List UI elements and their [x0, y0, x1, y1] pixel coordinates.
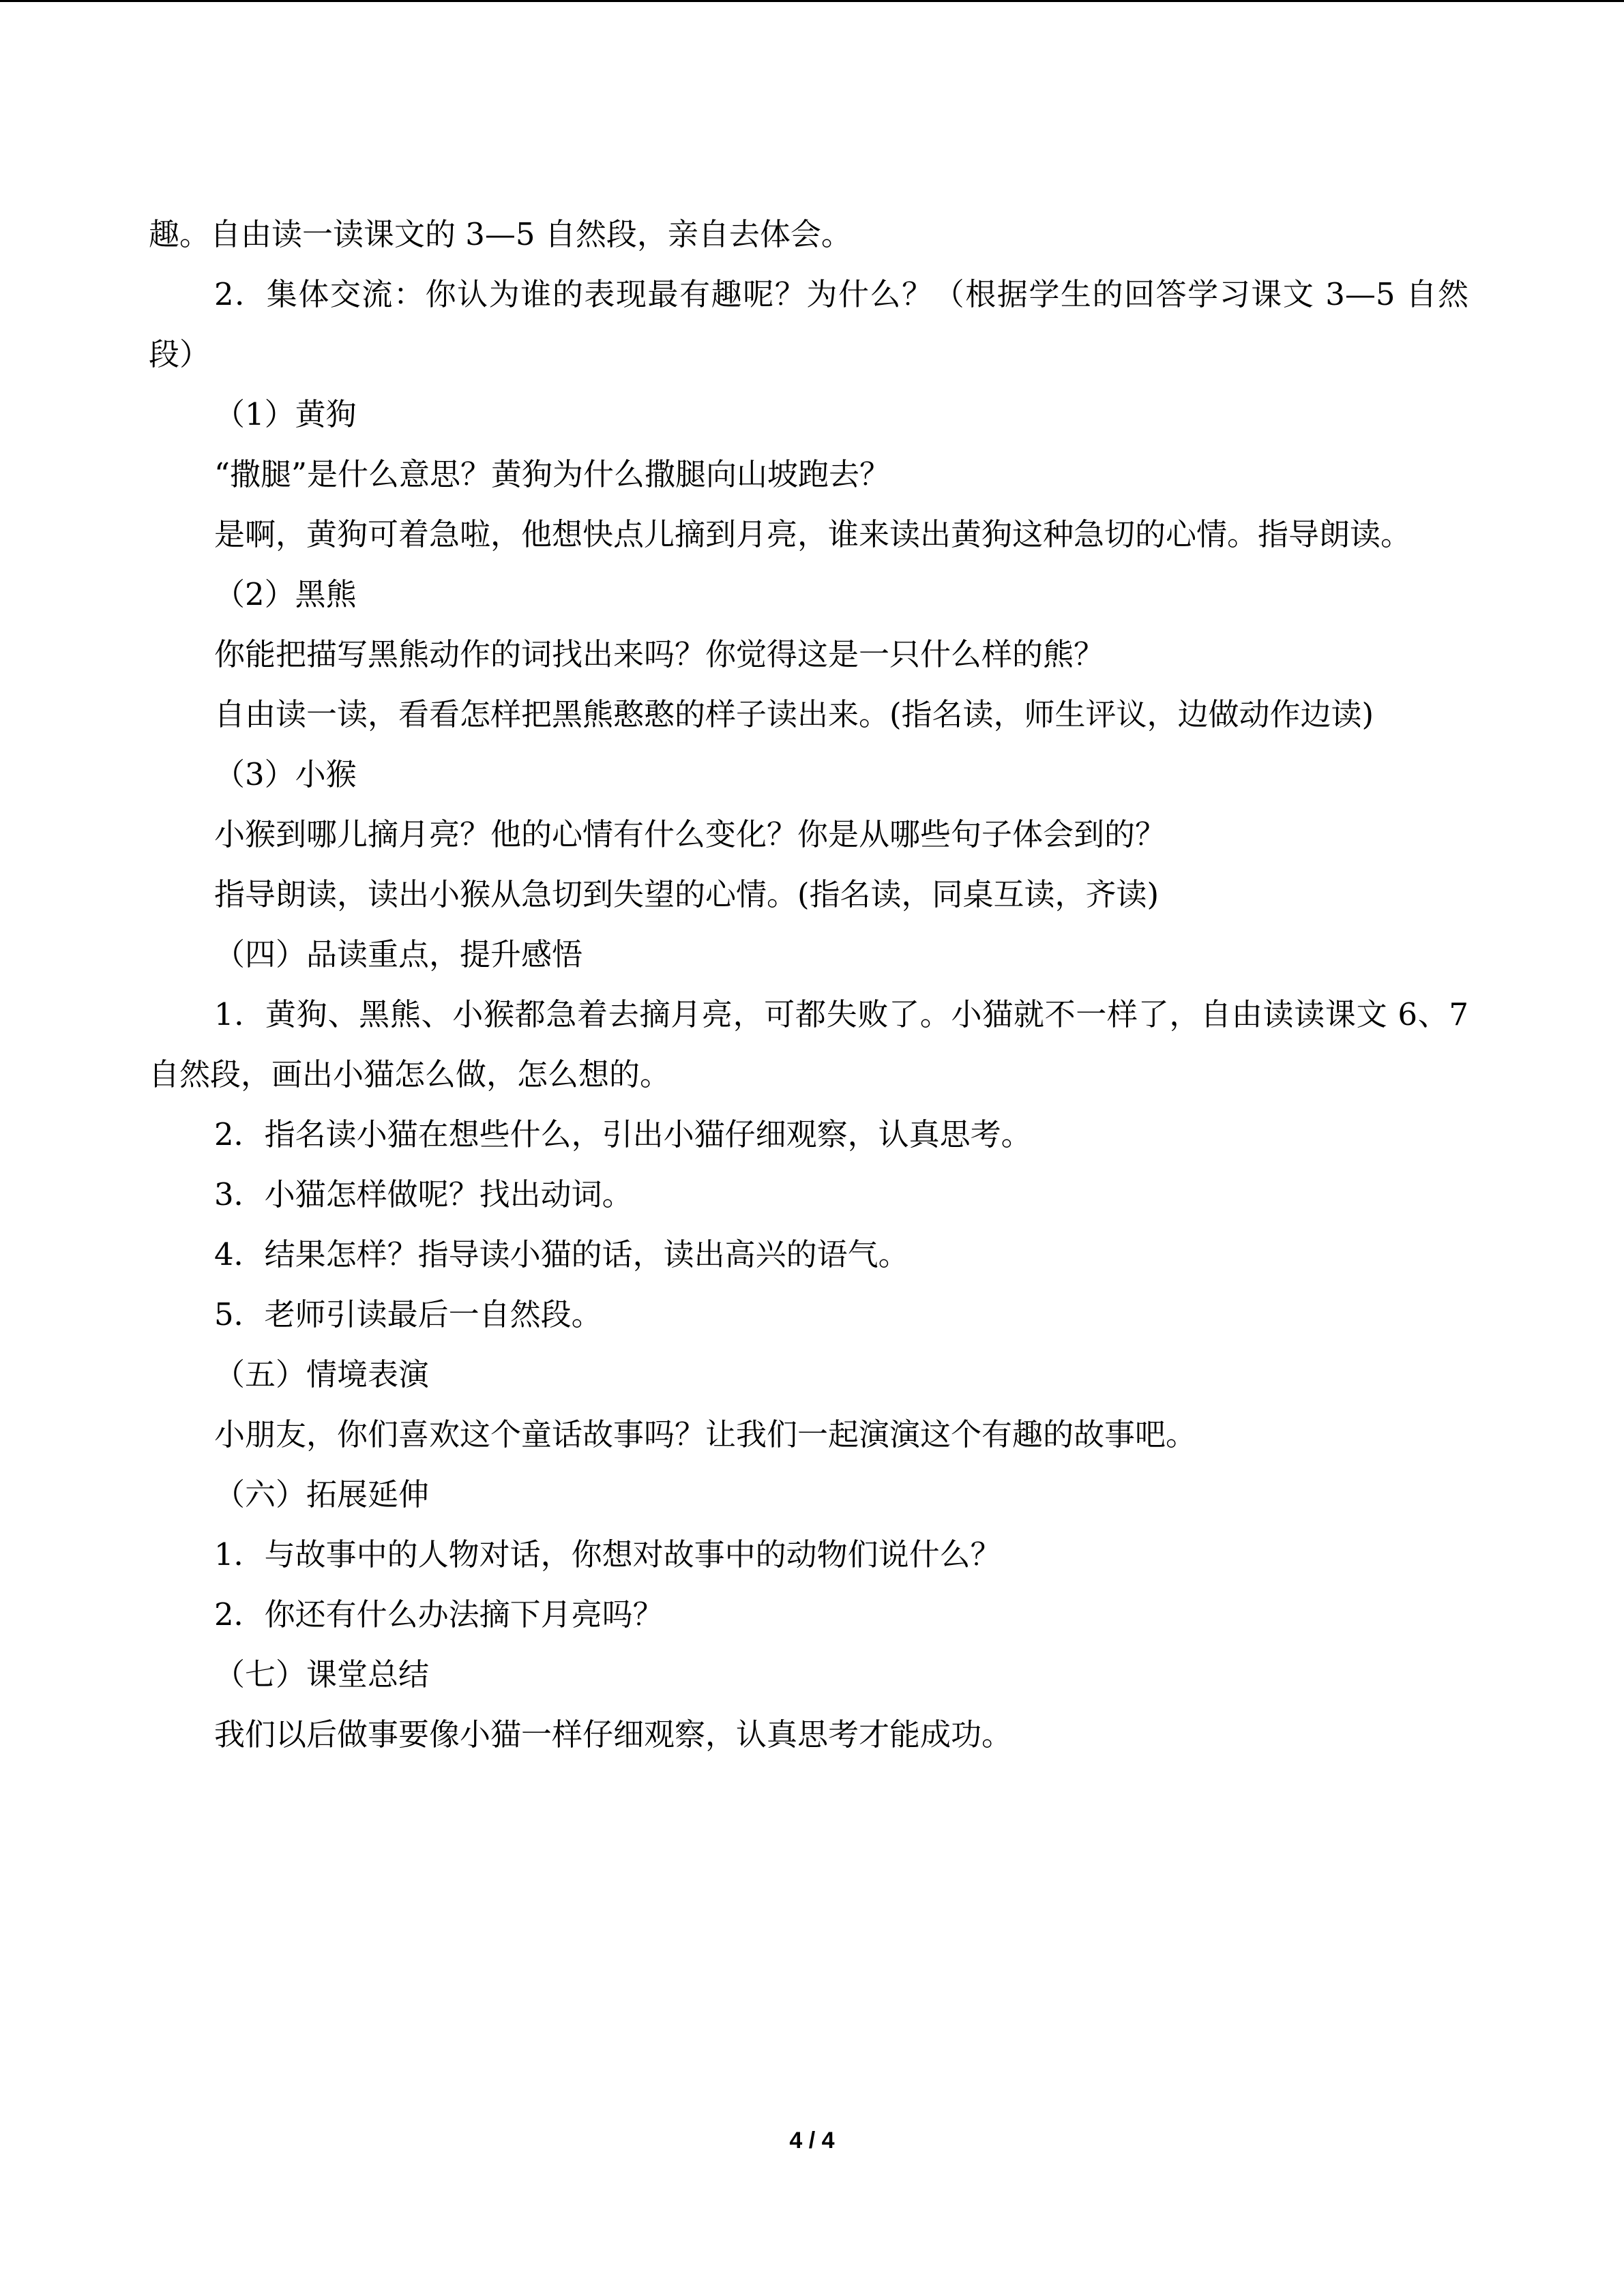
paragraph: “撒腿”是什么意思？黄狗为什么撒腿向山坡跑去？	[214, 456, 891, 492]
paragraph: 1．黄狗、黑熊、小猴都急着去摘月亮，可都失败了。小猫就不一样了，自由读读课文 6、7 自然段，画出小猫怎么做，怎么想的。	[149, 996, 1468, 1092]
page-number: 4 / 4	[789, 2128, 835, 2153]
paragraph: 小猴到哪儿摘月亮？他的心情有什么变化？你是从哪些句子体会到的？	[214, 816, 1166, 852]
paragraph: 3．小猫怎样做呢？找出动词。	[214, 1176, 633, 1212]
paragraph: 2．集体交流：你认为谁的表现最有趣呢？为什么？（根据学生的回答学习课文 3—5 自然段）	[149, 276, 1468, 372]
paragraph: 小朋友，你们喜欢这个童话故事吗？让我们一起演演这个有趣的故事吧。	[214, 1416, 1197, 1452]
document-body	[149, 205, 1468, 1765]
section-heading: （五）情境表演	[214, 1356, 430, 1392]
paragraph: 2．你还有什么办法摘下月亮吗？	[214, 1596, 664, 1632]
paragraph: 是啊，黄狗可着急啦，他想快点儿摘到月亮，谁来读出黄狗这种急切的心情。指导朗读。	[214, 516, 1412, 552]
paragraph: 2．指名读小猫在想些什么，引出小猫仔细观察，认真思考。	[214, 1116, 1032, 1152]
paragraph: 自由读一读，看看怎样把黑熊憨憨的样子读出来。(指名读，师生评议，边做动作边读)	[214, 696, 1374, 732]
section-heading: （七）课堂总结	[214, 1656, 430, 1693]
paragraph: 1．与故事中的人物对话，你想对故事中的动物们说什么？	[214, 1536, 1001, 1572]
paragraph: 你能把描写黑熊动作的词找出来吗？你觉得这是一只什么样的熊？	[214, 636, 1105, 672]
section-heading: （四）品读重点，提升感悟	[214, 936, 583, 972]
top-border-line	[0, 0, 1624, 2]
section-heading: （六）拓展延伸	[214, 1476, 430, 1512]
paragraph: 4．结果怎样？指导读小猫的话，读出高兴的语气。	[214, 1236, 909, 1272]
paragraph: 指导朗读，读出小猴从急切到失望的心情。(指名读，同桌互读，齐读)	[214, 876, 1160, 912]
section-heading: （3）小猴	[214, 756, 357, 792]
paragraph: 我们以后做事要像小猫一样仔细观察，认真思考才能成功。	[214, 1716, 1013, 1753]
paragraph: 5．老师引读最后一自然段。	[214, 1296, 602, 1332]
section-heading: （1）黄狗	[214, 396, 357, 432]
paragraph: 趣。自由读一读课文的 3—5 自然段，亲自去体会。	[149, 216, 852, 252]
section-heading: （2）黑熊	[214, 576, 357, 612]
